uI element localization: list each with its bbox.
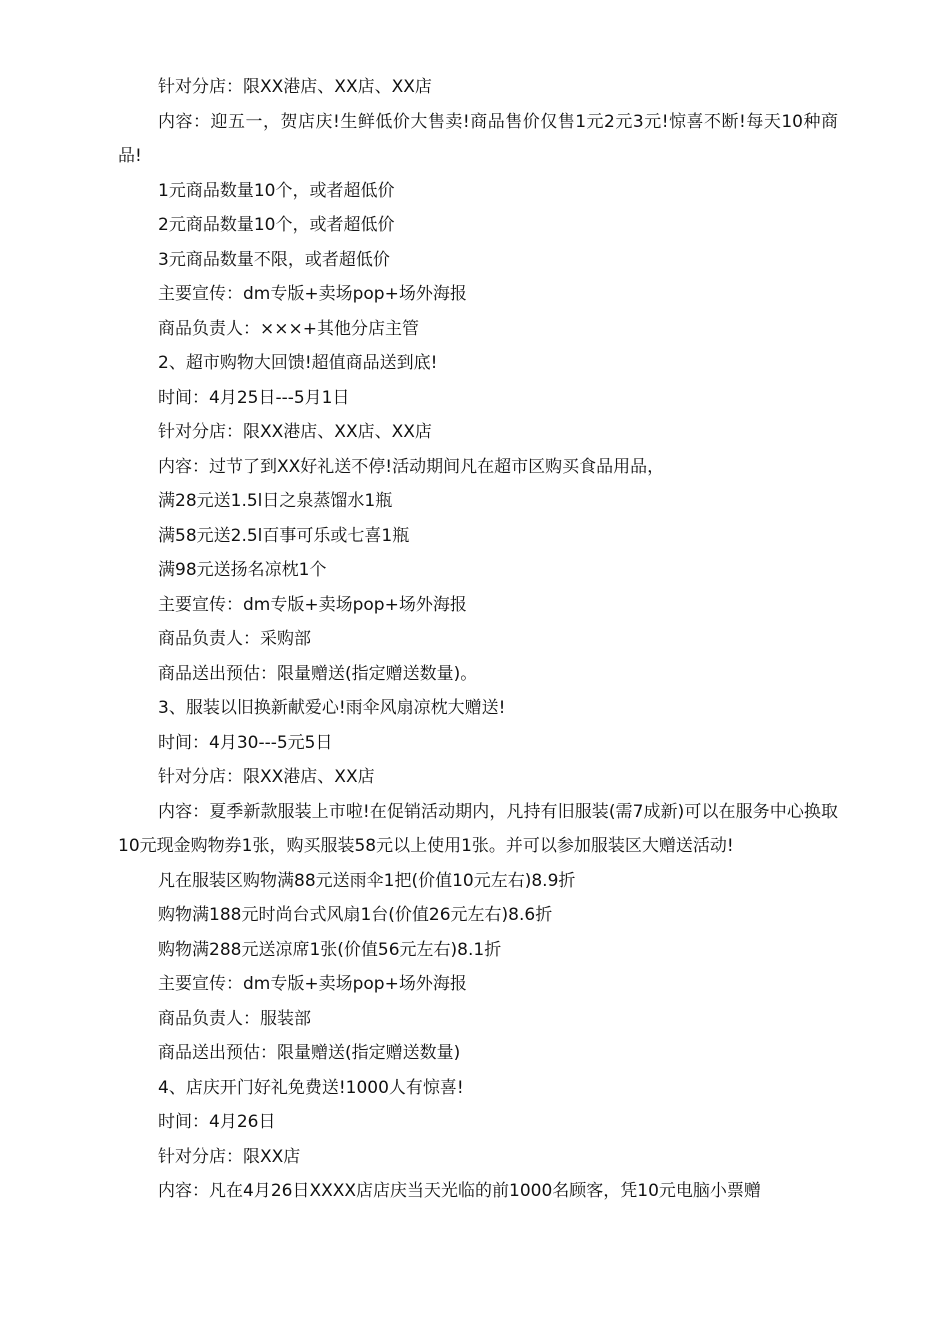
text-line: 1元商品数量10个，或者超低价 — [158, 180, 395, 201]
text-line: 针对分店：限XX港店、XX店、XX店 — [158, 77, 432, 97]
text-line: 商品负责人：×××+其他分店主管 — [158, 318, 419, 339]
text-line: 凡在服装区购物满88元送雨伞1把(价值10元左右)8.9折 — [158, 870, 576, 891]
text-line: 3元商品数量不限，或者超低价 — [158, 249, 390, 270]
text-line: 针对分店：限XX港店、XX店 — [158, 767, 375, 787]
text-line: 商品负责人：服装部 — [158, 1008, 311, 1029]
text-paragraph: 内容：迎五一，贺店庆!生鲜低价大售卖!商品售价仅售1元2元3元!惊喜不断!每天10种商品! — [118, 111, 838, 166]
section-heading: 2、超市购物大回馈!超值商品送到底! — [158, 353, 438, 373]
text-line: 2元商品数量10个，或者超低价 — [158, 215, 395, 235]
text-line: 时间：4月30---5元5日 — [158, 732, 333, 753]
document-body — [118, 70, 838, 1209]
text-line: 商品送出预估：限量赠送(指定赠送数量)。 — [158, 663, 478, 684]
section-heading: 3、服装以旧换新献爱心!雨伞风扇凉枕大赠送! — [158, 698, 506, 718]
text-line: 满58元送2.5l百事可乐或七喜1瓶 — [158, 525, 410, 546]
section-heading: 4、店庆开门好礼免费送!1000人有惊喜! — [158, 1077, 464, 1098]
text-line: 内容：凡在4月26日XXXX店店庆当天光临的前1000名顾客，凭10元电脑小票赠 — [158, 1181, 761, 1201]
text-line: 商品送出预估：限量赠送(指定赠送数量) — [158, 1043, 461, 1063]
text-paragraph: 内容：夏季新款服装上市啦!在促销活动期内，凡持有旧服装(需7成新)可以在服务中心换取10元现金购物券1张，购买服装58元以上使用1张。并可以参加服装区大赠送活动! — [118, 801, 838, 856]
text-line: 时间：4月25日---5月1日 — [158, 387, 350, 408]
text-line: 满98元送扬名凉枕1个 — [158, 560, 327, 580]
text-line: 主要宣传：dm专版+卖场pop+场外海报 — [158, 284, 467, 304]
text-line: 主要宣传：dm专版+卖场pop+场外海报 — [158, 974, 467, 994]
text-line: 购物满188元时尚台式风扇1台(价值26元左右)8.6折 — [158, 905, 553, 925]
text-line: 针对分店：限XX港店、XX店、XX店 — [158, 422, 432, 442]
text-line: 主要宣传：dm专版+卖场pop+场外海报 — [158, 594, 467, 615]
text-line: 满28元送1.5l日之泉蒸馏水1瓶 — [158, 491, 393, 511]
text-line: 购物满288元送凉席1张(价值56元左右)8.1折 — [158, 939, 502, 960]
text-line: 商品负责人：采购部 — [158, 629, 311, 649]
text-line: 内容：过节了到XX好礼送不停!活动期间凡在超市区购买食品用品， — [158, 456, 665, 477]
text-line: 针对分店：限XX店 — [158, 1146, 301, 1167]
text-line: 时间：4月26日 — [158, 1112, 276, 1132]
